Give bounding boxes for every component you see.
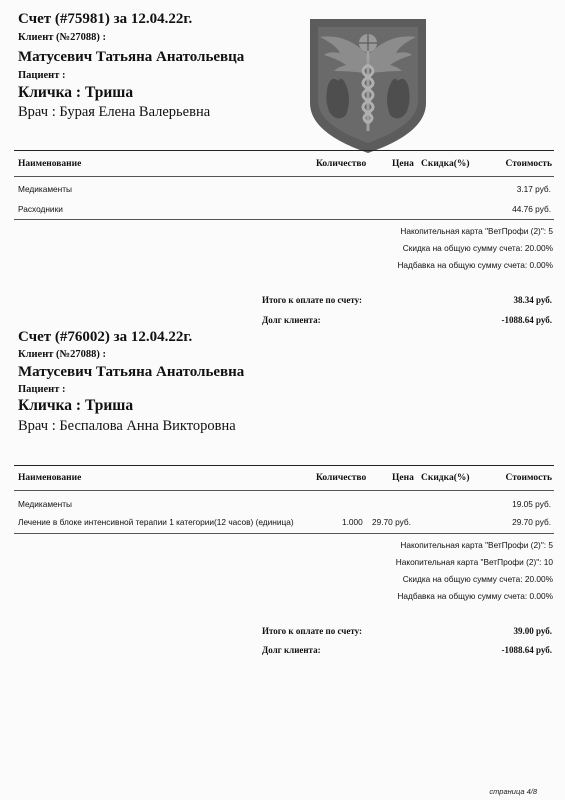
summary-line: Скидка на общую сумму счета: 20.00% (402, 243, 553, 253)
col-header-name: Наименование (18, 473, 82, 483)
col-header-price: Цена (392, 159, 414, 169)
total-label: Итого к оплате по счету: (262, 626, 363, 636)
summary-line: Скидка на общую сумму счета: 20.00% (402, 574, 553, 584)
table-row-name: Лечение в блоке интенсивной терапии 1 категории(12 часов) (единица) (18, 517, 294, 527)
table-row-qty: 1.000 (342, 517, 363, 527)
summary-line: Накопительная карта "ВетПрофи (2)": 10 (395, 557, 553, 567)
debt-value: -1088.64 руб. (501, 315, 552, 325)
col-header-discount: Скидка(%) (421, 159, 470, 169)
client-name: Матусевич Татьяна Анатольевца (18, 49, 245, 65)
page-number: страница 4/8 (489, 787, 537, 796)
table-row-cost: 44.76 руб. (512, 204, 551, 214)
table-row-price: 29.70 руб. (372, 517, 411, 527)
invoice-title: Счет (#76002) за 12.04.22г. (18, 329, 193, 345)
patient-label: Пациент : (18, 384, 66, 395)
table-bottom-rule (14, 219, 554, 220)
col-header-qty: Количество (316, 159, 367, 169)
table-row-name: Медикаменты (18, 184, 73, 194)
client-name: Матусевич Татьяна Анатольевна (18, 364, 245, 380)
table-bottom-rule (14, 533, 554, 534)
table-top-rule (14, 465, 554, 466)
doctor-name: Врач : Бурая Елена Валерьевна (18, 104, 211, 120)
doctor-name: Врач : Беспалова Анна Викторовна (18, 418, 236, 434)
table-row-cost: 29.70 руб. (512, 517, 551, 527)
summary-line: Накопительная карта "ВетПрофи (2)": 5 (400, 226, 553, 236)
client-label: Клиент (№27088) : (18, 32, 106, 43)
col-header-cost: Стоимость (505, 473, 552, 483)
table-top-rule (14, 150, 554, 151)
debt-value: -1088.64 руб. (501, 645, 552, 655)
invoice-title: Счет (#75981) за 12.04.22г. (18, 11, 193, 27)
patient-nickname: Кличка : Триша (18, 397, 134, 414)
col-header-discount: Скидка(%) (421, 473, 470, 483)
summary-line: Надбавка на общую сумму счета: 0.00% (397, 260, 553, 270)
debt-label: Долг клиента: (262, 315, 321, 325)
table-row-cost: 19.05 руб. (512, 499, 551, 509)
summary-line: Надбавка на общую сумму счета: 0.00% (397, 591, 553, 601)
col-header-cost: Стоимость (505, 159, 552, 169)
summary-line: Накопительная карта "ВетПрофи (2)": 5 (400, 540, 553, 550)
table-row-name: Медикаменты (18, 499, 73, 509)
clinic-emblem-icon (298, 15, 438, 155)
table-row-name: Расходники (18, 204, 63, 214)
client-label: Клиент (№27088) : (18, 349, 106, 360)
col-header-price: Цена (392, 473, 414, 483)
total-value: 39.00 руб. (513, 626, 552, 636)
patient-nickname: Кличка : Триша (18, 84, 134, 101)
total-value: 38.34 руб. (513, 295, 552, 305)
col-header-qty: Количество (316, 473, 367, 483)
table-header-rule (14, 176, 554, 177)
table-row-cost: 3.17 руб. (516, 184, 551, 194)
debt-label: Долг клиента: (262, 645, 321, 655)
total-label: Итого к оплате по счету: (262, 295, 363, 305)
col-header-name: Наименование (18, 159, 82, 169)
table-header-rule (14, 490, 554, 491)
patient-label: Пациент : (18, 70, 66, 81)
